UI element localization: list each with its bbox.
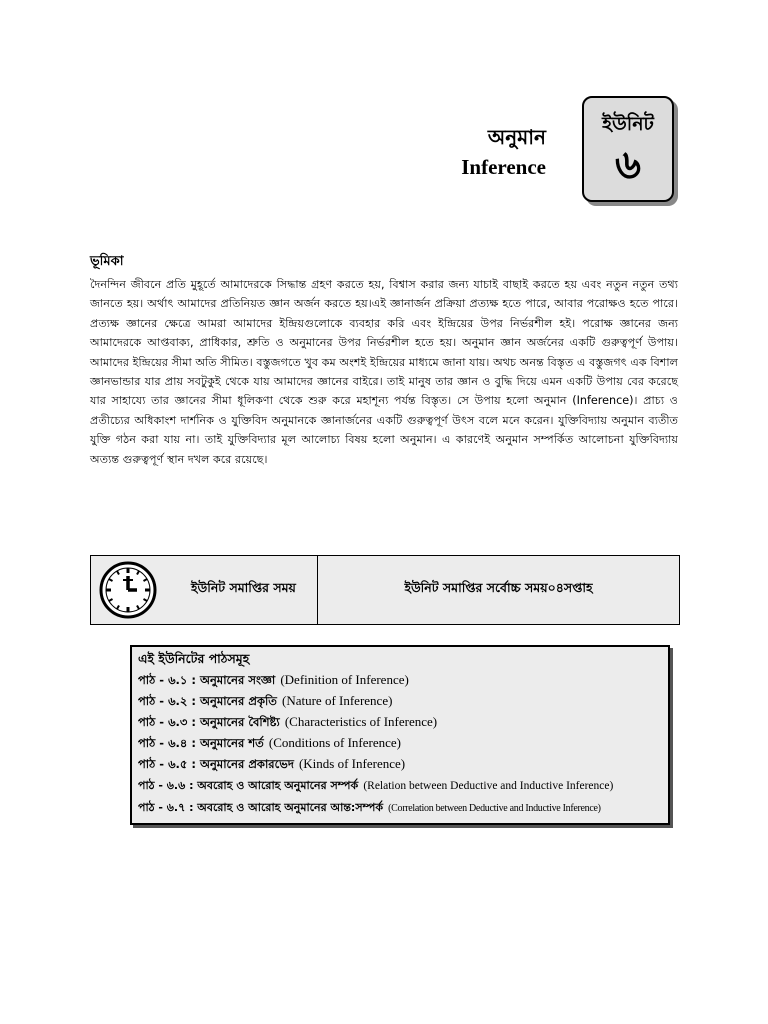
- lesson-item: [138, 711, 664, 732]
- lesson-title-english: (Nature of Inference): [282, 693, 393, 708]
- lesson-title-bengali: পাঠ - ৬.৬ : অবরোহ ও আরোহ অনুমানের সম্পর্ক: [138, 779, 359, 792]
- lesson-title-english: (Conditions of Inference): [268, 735, 401, 750]
- lesson-title-bengali: পাঠ - ৬.২ : অনুমানের প্রকৃতি: [138, 694, 277, 708]
- unit-number: ৬: [614, 142, 641, 188]
- lesson-item: [138, 753, 664, 774]
- clock-icon: [99, 561, 157, 619]
- title-bengali: অনুমান: [487, 125, 546, 149]
- lessons-heading: এই ইউনিটের পাঠসমূহ: [138, 651, 250, 666]
- lesson-title-english: (Characteristics of Inference): [284, 714, 438, 729]
- lesson-item: [138, 690, 664, 711]
- lesson-title-bengali: পাঠ - ৬.৫ : অনুমানের প্রকারভেদ: [138, 757, 294, 771]
- title-block: [461, 122, 546, 182]
- lesson-item: [138, 774, 664, 796]
- lesson-title-english: (Kinds of Inference): [298, 756, 406, 771]
- lesson-title-english: (Relation between Deductive and Inductive Inference): [363, 780, 614, 792]
- lesson-title-bengali: পাঠ - ৬.৭ : অবরোহ ও আরোহ অনুমানের আন্ত:সম্পর্ক: [138, 801, 384, 814]
- lesson-item: [138, 732, 664, 753]
- unit-badge: [582, 96, 674, 202]
- lesson-title-english: (Correlation between Deductive and Inductive Inference): [388, 803, 601, 814]
- lesson-title-english: (Definition of Inference): [280, 672, 409, 687]
- unit-time-box: [90, 555, 680, 625]
- lesson-item: [138, 669, 664, 690]
- time-box-left: [91, 556, 318, 624]
- title-english: Inference: [461, 155, 546, 179]
- unit-time-label: ইউনিট সমাপ্তির সময়: [191, 580, 296, 595]
- lesson-title-bengali: পাঠ - ৬.৩ : অনুমানের বৈশিষ্ট্য: [138, 715, 280, 729]
- lesson-title-bengali: পাঠ - ৬.৪ : অনুমানের শর্ত: [138, 736, 264, 750]
- introduction-section: [90, 252, 678, 469]
- lesson-item: [138, 796, 664, 819]
- unit-label: ইউনিট: [602, 113, 654, 135]
- unit-max-time: ইউনিট সমাপ্তির সর্বোচ্চ সময়০৪সপ্তাহ: [404, 580, 593, 595]
- introduction-heading: ভূমিকা: [90, 254, 124, 269]
- introduction-paragraph: দৈনন্দিন জীবনে প্রতি মুহূর্তে আমাদেরকে সিদ্ধান্ত গ্রহণ করতে হয়, বিশ্বাস করার জন্য যাচাই বাছাই করতে হয় এবং নতুন নতুন তথ্য জানতে হয়। অর্থাৎ আমাদের প্রতিনিয়ত জ্ঞান অর্জন করতে হয়।এই জ্ঞানার্জন প্রক্রিয়া প্রত্যক্ষ হতে পারে, আবার পরোক্ষও হতে পারে। প্রত্যক্ষ জ্ঞানের ক্ষেত্রে আমরা আমাদের ইন্দ্রিয়গুলোকে ব্যবহার করি এবং ইন্দ্রিয়ের উপর নির্ভরশীল হই। পরোক্ষ জ্ঞানের জন্য আমাদেরকে আপ্তবাক্য, প্রাধিকার, শ্রুতি ও অনুমানের উপর নির্ভরশীল হতে হয়। অনুমান জ্ঞান অর্জনের একটি গুরুত্বপূর্ণ উপায়। আমাদের ইন্দ্রিয়ের সীমা অতি সীমিত। বস্তুজগতে খুব কম অংশই ইন্দ্রিয়ের মাধ্যমে জানা যায়। অথচ অনন্ত বিস্তৃত এ বস্তুজগৎ এক বিশাল জ্ঞানভান্ডার যার প্রায় সবটুকুই থেকে যায় আমাদের জ্ঞানের বাইরে। তাই মানুষ তার জ্ঞান ও বুদ্ধি দিয়ে এমন একটি উপায় বের করেছে যার সাহায্যে তার জ্ঞানের সীমা ধূলিকণা থেকে শুরু করে মহাশূন্য পর্যন্ত বিস্তৃত। সে উপায় হলো অনুমান (Inference)। প্রাচ্য ও প্রতীচ্যের অধিকাংশ দার্শনিক ও যুক্তিবিদ অনুমানকে জ্ঞানার্জনের একটি গুরুত্বপূর্ণ উৎস বলে মনে করেন। যুক্তিবিদ্যায় অনুমান ব্যতীত যুক্তি গঠন করা যায় না। তাই যুক্তিবিদ্যার মূল আলোচ্য বিষয় হলো অনুমান। এ কারণেই অনুমান সম্পর্কিত আলোচনা যুক্তিবিদ্যায় অত্যন্ত গুরুত্বপূর্ণ স্থান দখল করে রয়েছে।: [90, 278, 678, 466]
- lesson-title-bengali: পাঠ - ৬.১ : অনুমানের সংজ্ঞা: [138, 673, 276, 687]
- lessons-box: [130, 645, 670, 825]
